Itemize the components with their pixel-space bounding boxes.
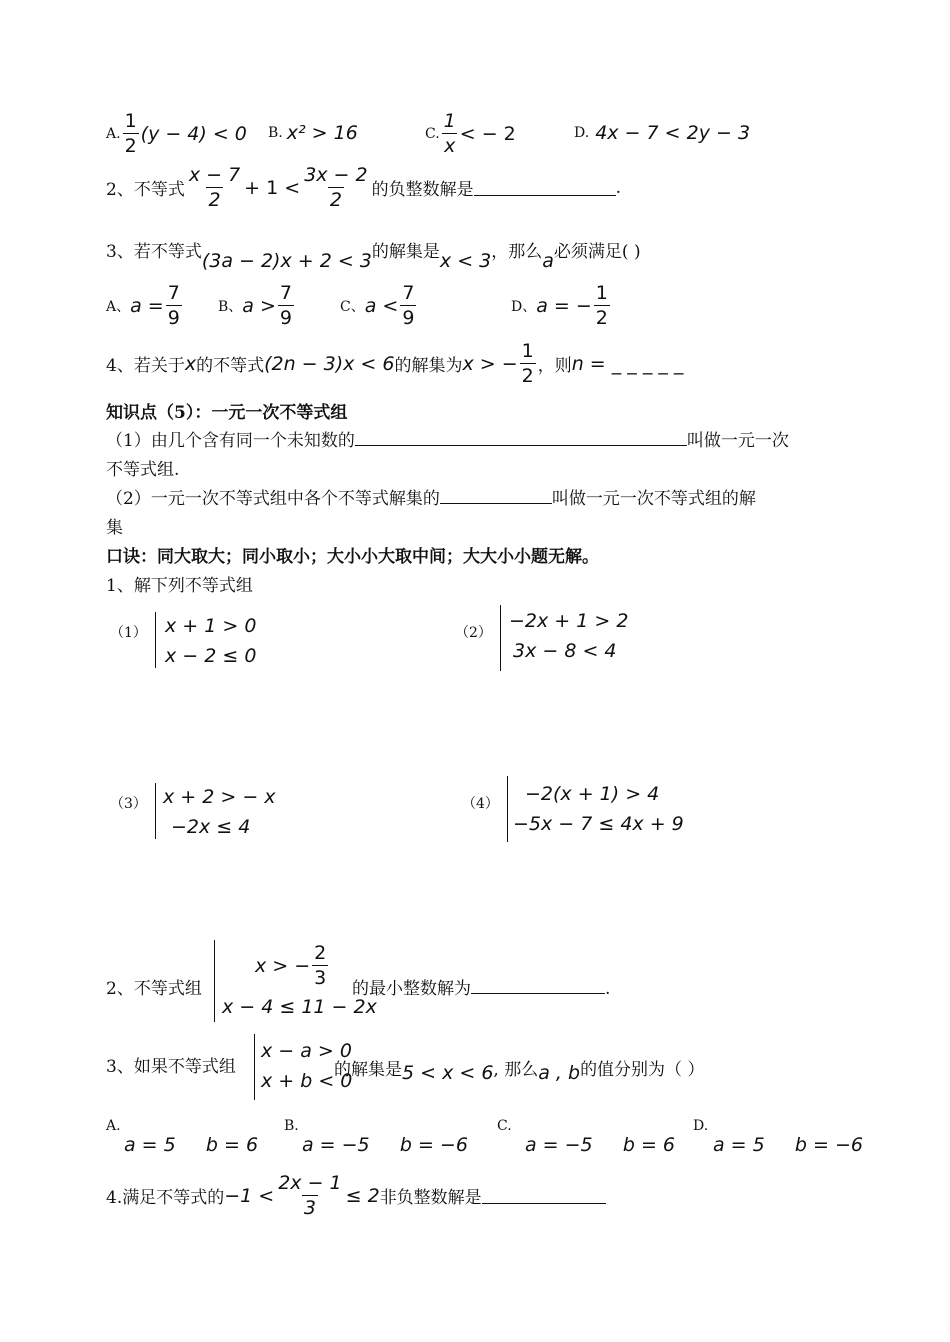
q3-c-fraction — [400, 282, 416, 329]
q3-b-fraction — [278, 282, 294, 329]
ex4-lhs: −1 < — [224, 1184, 275, 1207]
ex4-suffix: 非负整数解是 — [379, 1188, 482, 1208]
q4-solution: x > − — [462, 352, 518, 375]
q3-suffix: 必须满足( ) — [553, 241, 641, 262]
q2-f1-den: 2 — [208, 189, 221, 211]
definition-1 — [106, 426, 789, 451]
q1-c-label: C. — [425, 125, 440, 142]
def1-text-end: 叫做一元一次 — [686, 431, 789, 451]
def2-blank[interactable] — [440, 487, 552, 504]
exercise-1-title: 1、解下列不等式组 — [106, 576, 253, 596]
exercise-2-line-2: x − 4 ≤ 11 − 2x — [222, 996, 377, 1018]
ex4-prefix: 4.满足不等式的 — [106, 1188, 225, 1208]
system-1-label: （1） — [110, 625, 147, 641]
system-1-line-2: x − 2 ≤ 0 — [165, 645, 257, 667]
ex3-suffix: 的值分别为（ ） — [580, 1059, 705, 1080]
q1-option-a — [106, 110, 247, 157]
q4-mid2: 的解集为 — [394, 356, 463, 376]
ex3-line-1: x − a > 0 — [261, 1040, 352, 1062]
q2-f2-num: 3x − 2 — [304, 164, 368, 186]
system-3 — [163, 782, 276, 842]
q2-mid: + 1 < — [244, 176, 301, 199]
q1-a-num: 1 — [124, 110, 137, 132]
exercise-2-suffix — [352, 974, 610, 999]
ex4-answer-blank[interactable] — [482, 1187, 606, 1204]
system-2-line-1: −2x + 1 > 2 — [509, 610, 629, 632]
q3-d-expr: a = − — [536, 294, 592, 317]
q3-c-num: 7 — [402, 282, 415, 304]
q1-option-b — [268, 122, 358, 144]
q2-end: . — [615, 177, 622, 198]
ex3-d-label: D. — [693, 1118, 709, 1134]
definition-2-cont: 集 — [106, 518, 123, 538]
exercise-2-prefix: 2、不等式组 — [106, 979, 202, 999]
system-1-line-1: x + 1 > 0 — [165, 615, 257, 637]
exercise-3-brace — [254, 1034, 255, 1100]
system-3-line-2: −2x ≤ 4 — [171, 816, 251, 838]
system-3-label: （3） — [110, 796, 147, 812]
q4-mid: 的不等式 — [196, 356, 265, 376]
q1-d-label: D. — [574, 125, 590, 141]
ex3-a-expr: a = 5 b = 6 — [124, 1134, 259, 1156]
q3-b-den: 9 — [279, 307, 292, 329]
q2-fraction-2 — [302, 164, 369, 211]
q3-option-a — [106, 282, 184, 329]
system-2 — [509, 606, 628, 666]
q2-suffix: 的负整数解是 — [371, 180, 474, 200]
q1-a-den: 2 — [124, 135, 137, 157]
q1-option-c — [425, 110, 516, 157]
q2-f2-den: 2 — [329, 189, 342, 211]
q3-option-d — [511, 282, 612, 329]
ex3-option-b — [284, 1118, 468, 1156]
system-4-label: （4） — [462, 796, 499, 812]
q4-answer: n = _ _ _ _ _ — [571, 352, 684, 375]
ex4-rhs: ≤ 2 — [345, 1184, 380, 1207]
q3-a-num: 7 — [167, 282, 180, 304]
ex2-fraction — [312, 942, 328, 989]
q1-b-expr: x² > 16 — [286, 122, 358, 144]
system-4-line-2: −5x − 7 ≤ 4x + 9 — [513, 813, 684, 835]
q3-mid: 的解集是 — [371, 241, 440, 262]
q3-d-fraction — [594, 282, 610, 329]
q4-mid3: ，则 — [537, 356, 572, 376]
ex3-line-2: x + b < 0 — [261, 1070, 353, 1092]
ex3-c-expr: a = −5 b = 6 — [525, 1134, 675, 1156]
q1-a-label: A. — [106, 125, 121, 142]
ex3-option-a — [106, 1118, 258, 1156]
q2-f1-num: x − 7 — [188, 164, 241, 186]
q3-solution: x < 3 — [439, 250, 492, 272]
q3-b-label: B、 — [218, 298, 243, 315]
q3-c-label: C、 — [340, 298, 365, 315]
q3-a-label: A、 — [106, 298, 131, 315]
q3-c-expr: a < — [364, 294, 399, 317]
system-3-line-1: x + 2 > − x — [163, 786, 276, 808]
system-1-brace — [155, 612, 156, 668]
def1-text: （1）由几个含有同一个未知数的 — [106, 431, 355, 451]
system-2-line-2: 3x − 8 < 4 — [513, 640, 617, 662]
system-3-brace — [155, 783, 156, 839]
q3-d-label: D、 — [511, 298, 537, 315]
q3-option-b — [218, 282, 296, 329]
definition-2 — [106, 484, 756, 509]
def2-text-end: 叫做一元一次不等式组的解 — [551, 489, 756, 509]
system-4 — [513, 779, 684, 839]
q1-option-d — [574, 122, 750, 144]
q1-c-expr: < − 2 — [459, 122, 516, 145]
definition-1-cont: 不等式组. — [106, 460, 180, 480]
question-2 — [106, 164, 621, 211]
ex3-d-expr: a = 5 b = −6 — [713, 1134, 863, 1156]
q4-den: 2 — [521, 365, 534, 387]
system-4-brace — [507, 776, 508, 842]
q3-prefix: 3、若不等式 — [106, 241, 202, 262]
system-2-label: （2） — [455, 625, 492, 641]
ex2-suffix-text: 的最小整数解为 — [352, 979, 471, 999]
ex4-num: 2x − 1 — [278, 1172, 342, 1194]
q1-c-den: x — [444, 135, 456, 157]
ex3-option-d — [693, 1118, 863, 1156]
q4-fraction — [520, 340, 536, 387]
question-4 — [106, 340, 683, 387]
q3-a-expr: a = — [130, 294, 164, 317]
ex3-mid: 的解集是 — [334, 1059, 402, 1080]
q1-d-expr: 4x − 7 < 2y − 3 — [595, 122, 751, 144]
system-2-brace — [500, 605, 501, 671]
q3-d-num: 1 — [595, 282, 608, 304]
q3-a-fraction — [166, 282, 182, 329]
q4-var: x — [184, 352, 197, 375]
q3-mid2: ，那么 — [491, 241, 543, 262]
q2-prefix: 2、不等式 — [106, 180, 185, 200]
q2-answer-blank[interactable] — [474, 179, 616, 196]
q1-a-fraction — [123, 110, 139, 157]
ex2-num: 2 — [314, 942, 327, 964]
ex3-mid2: , 那么 — [493, 1059, 539, 1080]
q1-c-fraction — [442, 110, 458, 157]
q4-expr: (2n − 3)x < 6 — [264, 352, 395, 375]
ex2-answer-blank[interactable] — [471, 977, 605, 994]
ex3-vars: a , b — [538, 1062, 581, 1084]
q4-prefix: 4、若关于 — [106, 356, 185, 376]
ex3-b-expr: a = −5 b = −6 — [302, 1134, 468, 1156]
q3-a-den: 9 — [167, 307, 180, 329]
q3-option-c — [340, 282, 418, 329]
def2-text: （2）一元一次不等式组中各个不等式解集的 — [106, 489, 440, 509]
q1-a-expr: (y − 4) < 0 — [140, 122, 247, 145]
system-4-line-1: −2(x + 1) > 4 — [525, 783, 660, 805]
q2-fraction-1 — [187, 164, 242, 211]
ex4-den: 3 — [303, 1197, 316, 1219]
exercise-3-text — [334, 1050, 704, 1084]
ex3-option-c — [497, 1118, 675, 1156]
q3-c-den: 9 — [402, 307, 415, 329]
ex3-solution: 5 < x < 6 — [402, 1062, 494, 1084]
system-1 — [165, 611, 256, 671]
q3-d-den: 2 — [595, 307, 608, 329]
q3-expr: (3a − 2)x + 2 < 3 — [201, 250, 372, 272]
q1-c-num: 1 — [443, 110, 456, 132]
exercise-2-brace — [214, 940, 215, 1022]
def1-blank[interactable] — [355, 429, 687, 446]
q1-b-label: B. — [268, 125, 283, 141]
rhyme: 口诀：同大取大；同小取小；大小小大取中间；大大小小题无解。 — [106, 547, 599, 567]
ex2-den: 3 — [314, 967, 327, 989]
q3-b-expr: a > — [242, 294, 276, 317]
question-3 — [106, 226, 641, 272]
ex3-c-label: C. — [497, 1118, 512, 1134]
exercise-3-prefix: 3、如果不等式组 — [106, 1057, 236, 1077]
ex3-a-label: A. — [106, 1118, 121, 1134]
exercise-4 — [106, 1172, 606, 1219]
ex4-fraction — [276, 1172, 343, 1219]
q3-b-num: 7 — [279, 282, 292, 304]
ex2-end: . — [605, 979, 611, 999]
q4-num: 1 — [521, 340, 534, 362]
ex3-b-label: B. — [284, 1118, 299, 1134]
section-title: 知识点（5）：一元一次不等式组 — [106, 403, 348, 423]
exercise-2-line-1 — [255, 942, 330, 989]
ex2-line-1-expr: x > − — [255, 954, 311, 977]
q3-var: a — [542, 250, 554, 272]
